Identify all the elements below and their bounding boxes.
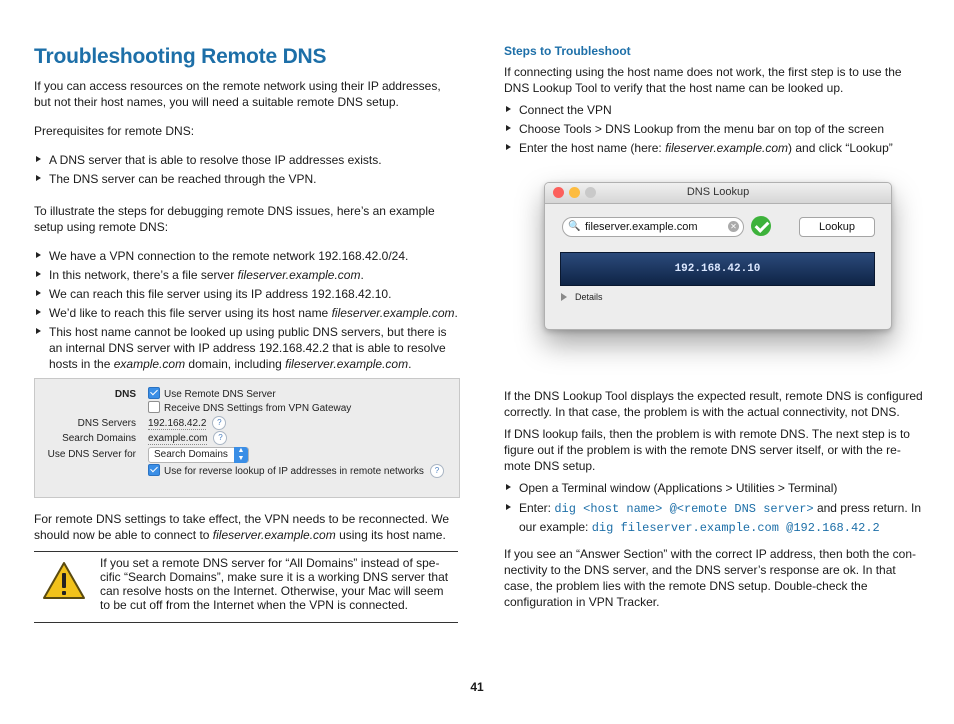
success-check-icon <box>751 216 771 236</box>
bullet-arrow-icon <box>36 328 41 334</box>
clear-icon[interactable]: ✕ <box>728 221 739 232</box>
receive-dns-settings-checkbox[interactable] <box>148 401 160 413</box>
popup-arrows-icon: ▲ ▼ <box>234 447 248 463</box>
list-item: Connect the VPN <box>504 102 924 118</box>
list-item: Enter: dig <host name> @<remote DNS server> and press return. In our example: dig fileserver.example.com @192.168.42.2 <box>504 499 924 537</box>
reverse-lookup-label: Use for reverse lookup of IP addresses in remote networks <box>164 466 424 477</box>
dns-servers-label: DNS Servers <box>77 418 136 429</box>
bullet-arrow-icon <box>506 125 511 131</box>
help-icon[interactable]: ? <box>212 416 226 430</box>
bullet-arrow-icon <box>506 144 511 150</box>
dns-label: DNS <box>114 389 136 400</box>
lookup-result: 192.168.42.10 <box>560 252 875 286</box>
answer-paragraph: If you see an “Answer Section” with the correct IP address, then both the con-nectivity to the DNS server, and the DNS server’s response are ok. In that case, the problem lies with the remote DNS setup. Double-check the configuration in VPN Tracker. <box>504 547 916 609</box>
lookup-button[interactable]: Lookup <box>799 217 875 237</box>
caution-box <box>34 551 458 623</box>
reconnect-block <box>34 511 460 543</box>
use-remote-dns-label: Use Remote DNS Server <box>164 389 276 400</box>
hostname-search-input[interactable]: 🔍 fileserver.example.com ✕ <box>562 217 744 237</box>
page-title: Troubleshooting Remote DNS <box>34 45 327 68</box>
bullet-arrow-icon <box>36 309 41 315</box>
disclosure-triangle-icon <box>561 293 567 301</box>
right-lower-block <box>504 388 924 610</box>
details-disclosure[interactable]: Details <box>561 292 603 302</box>
list-item: We’d like to reach this file server using its host name fileserver.example.com. <box>34 305 460 321</box>
prereq-heading: Prerequisites for remote DNS: <box>34 124 195 138</box>
dns-settings-panel <box>34 378 460 498</box>
use-remote-dns-checkbox[interactable] <box>148 387 160 399</box>
bullet-arrow-icon <box>36 252 41 258</box>
dig-example-command: dig fileserver.example.com @192.168.42.2 <box>591 521 880 535</box>
illustrate-paragraph: To illustrate the steps for debugging remote DNS issues, here’s an example setup using remote DNS: <box>34 204 435 234</box>
list-item: In this network, there’s a file server fileserver.example.com. <box>34 267 460 283</box>
intro-paragraph: If you can access resources on the remote network using their IP addresses, but not their host names, you will need a suitable remote DNS setup. <box>34 79 441 109</box>
window-title: DNS Lookup <box>686 186 750 198</box>
prereq-list <box>34 152 460 187</box>
receive-dns-settings-label: Receive DNS Settings from VPN Gateway <box>164 403 352 414</box>
help-icon[interactable]: ? <box>213 431 227 445</box>
list-item: We have a VPN connection to the remote network 192.168.42.0/24. <box>34 248 460 264</box>
dig-command: dig <host name> @<remote DNS server> <box>554 502 814 516</box>
bullet-arrow-icon <box>36 175 41 181</box>
bullet-arrow-icon <box>506 484 511 490</box>
list-item: The DNS server can be reached through the VPN. <box>34 171 460 187</box>
left-column <box>34 44 460 375</box>
fails-paragraph: If DNS lookup fails, then the problem is with remote DNS. The next step is to figure out if the problem is with the remote DNS server itself, or with the re-mote DNS setup. <box>504 427 910 473</box>
steps-list <box>504 102 924 156</box>
use-for-popup[interactable]: Search Domains ▲ ▼ <box>148 447 249 463</box>
bullet-arrow-icon <box>36 156 41 162</box>
dns-lookup-window <box>544 182 892 330</box>
bullet-arrow-icon <box>36 271 41 277</box>
help-icon[interactable]: ? <box>430 464 444 478</box>
reconnect-paragraph: For remote DNS settings to take effect, the VPN needs to be reconnected. We should now be able to connect to fileserver.example.com using its host name. <box>34 512 450 542</box>
steps-heading: Steps to Troubleshoot <box>504 44 631 58</box>
right-column <box>504 44 924 159</box>
bullet-arrow-icon <box>36 290 41 296</box>
dns-servers-field[interactable]: 192.168.42.2 <box>148 418 207 429</box>
expected-paragraph: If the DNS Lookup Tool displays the expected result, remote DNS is configured correctly. In that case, the problem is with the actual connectivity, not DNS. <box>504 389 923 419</box>
window-titlebar <box>545 183 891 204</box>
search-domains-label: Search Domains <box>62 433 136 444</box>
terminal-steps-list <box>504 480 924 537</box>
steps-intro: If connecting using the host name does not work, the first step is to use the DNS Lookup Tool to verify that the host name can be looked up. <box>504 65 902 95</box>
bullet-arrow-icon <box>506 504 511 510</box>
caution-text: If you set a remote DNS server for “All Domains” instead of spe-cific “Search Domains”, make sure it is a working DNS server that can resolve hosts on the Internet. Otherwise, your Mac will seem to be cut off from the Internet when the VPN is connected. <box>100 556 449 612</box>
list-item: This host name cannot be looked up using public DNS servers, but there is an internal DNS server with IP address 192.168.42.2 that is able to resolve hosts in the example.com domain, including fileserver.example.com. <box>34 324 460 372</box>
search-icon: 🔍 <box>568 221 581 232</box>
page-number: 41 <box>470 680 484 694</box>
example-list <box>34 248 460 372</box>
reverse-lookup-checkbox[interactable] <box>148 464 160 476</box>
list-item: A DNS server that is able to resolve those IP addresses exists. <box>34 152 460 168</box>
list-item: Open a Terminal window (Applications > Utilities > Terminal) <box>504 480 924 496</box>
use-for-label: Use DNS Server for <box>47 449 136 460</box>
search-domains-field[interactable]: example.com <box>148 433 208 444</box>
bullet-arrow-icon <box>506 106 511 112</box>
list-item: We can reach this file server using its IP address 192.168.42.10. <box>34 286 460 302</box>
list-item: Enter the host name (here: fileserver.example.com) and click “Lookup” <box>504 140 924 156</box>
warning-icon <box>42 561 86 601</box>
list-item: Choose Tools > DNS Lookup from the menu bar on top of the screen <box>504 121 924 137</box>
